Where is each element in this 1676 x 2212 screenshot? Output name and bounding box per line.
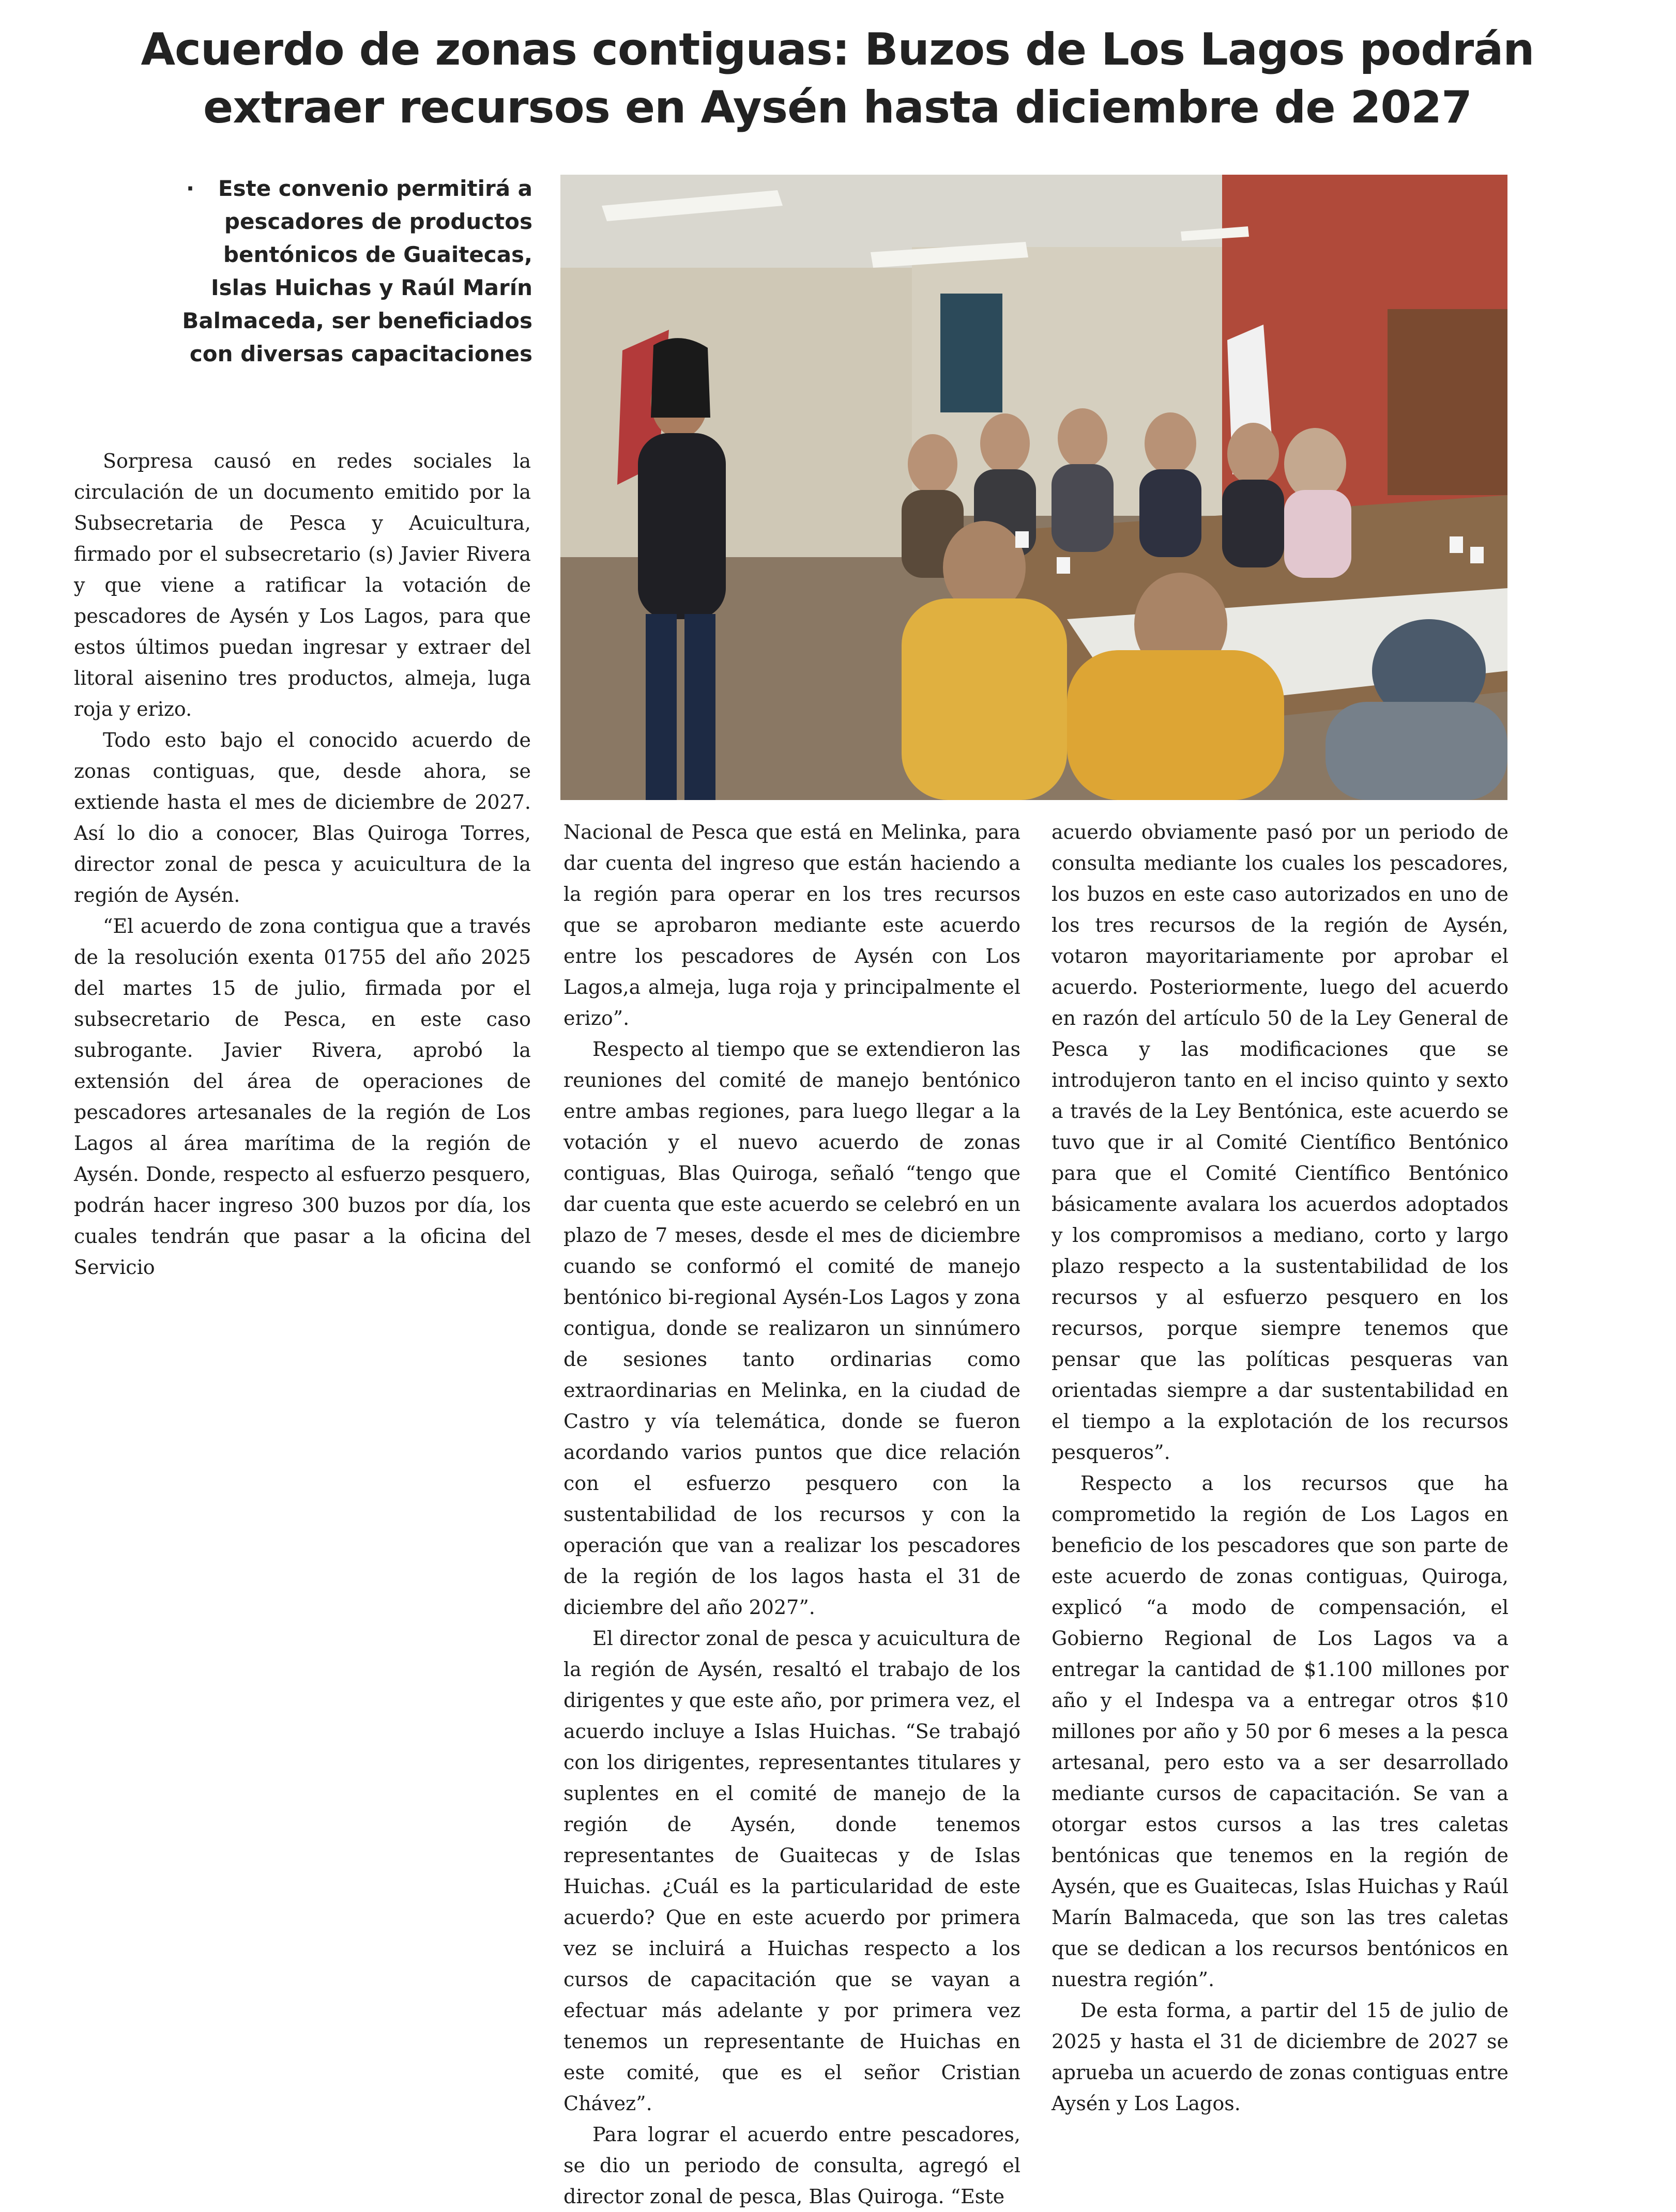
- paragraph: Sorpresa causó en redes sociales la circulación de un documento emitido por la Subsecretaria de Pesca y Acuicultura, firmado por el subsecretario (s) Javier Rivera y que viene a ratificar la votación de pescadores de Aysén y Los Lagos, para que estos últimos puedan ingresar y extraer del litoral aisenino tres productos, almeja, luga roja y erizo.: [74, 450, 531, 720]
- article-column-1: [74, 446, 531, 1283]
- paragraph: Todo esto bajo el conocido acuerdo de zonas contiguas, que, desde ahora, se extiende hasta el mes de diciembre de 2027. Así lo dio a conocer, Blas Quiroga Torres, director zonal de pesca y acuicultura de la región de Aysén.: [74, 729, 531, 907]
- paragraph: Respecto a los recursos que ha comprometido la región de Los Lagos en beneficio de los pescadores que son parte de este acuerdo de zonas contiguas, Quiroga, explicó “a modo de compensación, el Gobierno Regional de Los Lagos va a entregar la cantidad de $1.100 millones por año y el Indespa va a entregar otros $10 millones por año y 50 por 6 meses a la pesca artesanal, pero esto va a ser desarrollado mediante cursos de capacitación. Se van a otorgar estos cursos a las tres caletas bentónicas que tenemos en la región de Aysén, que es Guaitecas, Islas Huichas y Raúl Marín Balmaceda, que son las tres caletas que se dedican a los recursos bentónicos en nuestra región”.: [1052, 1472, 1509, 1991]
- paragraph: acuerdo obviamente pasó por un periodo de consulta mediante los cuales los pescadores, los buzos en este caso autorizados en uno de los tres recursos de la región de Aysén, votaron mayoritariamente por aprobar el acuerdo. Posteriormente, luego del acuerdo en razón del artículo 50 de la Ley General de Pesca y las modificaciones que se introdujeron tanto en el inciso quinto y sexto a través de la Ley Bentónica, este acuerdo se tuvo que ir al Comité Científico Bentónico para que el Comité Científico Bentónico básicamente avalara los acuerdos adoptados y los compromisos a mediano, corto y largo plazo respecto a la sustentabilidad de los recursos y al esfuerzo pesquero en los recursos, porque siempre tenemos que pensar que las políticas pesqueras van orientadas siempre a dar sustentabilidad en el tiempo a la explotación de los recursos pesqueros”.: [1052, 821, 1509, 1464]
- meeting-photo: [560, 175, 1507, 800]
- bullet-marker: ·: [186, 176, 194, 201]
- paragraph: Nacional de Pesca que está en Melinka, para dar cuenta del ingreso que están haciendo a la región para operar en los tres recursos que se aprobaron mediante este acuerdo entre los pescadores de Aysén con Los Lagos,a almeja, luga roja y principalmente el erizo”.: [563, 821, 1020, 1030]
- paragraph: Para lograr el acuerdo entre pescadores, se dio un periodo de consulta, agregó el director zonal de pesca, Blas Quiroga. “Este: [563, 2123, 1020, 2208]
- article-column-2: [563, 817, 1020, 2212]
- paragraph: “El acuerdo de zona contigua que a través de la resolución exenta 01755 del año 2025 del martes 15 de julio, firmada por el subsecretario de Pesca, en este caso subrogante. Javier Rivera, aprobó la extensión del área de operaciones de pescadores artesanales de la región de Los Lagos al área marítima de la región de Aysén. Donde, respecto al esfuerzo pesquero, podrán hacer ingreso 300 buzos por día, los cuales tendrán que pasar a la oficina del Servicio: [74, 915, 531, 1279]
- paragraph: El director zonal de pesca y acuicultura de la región de Aysén, resaltó el trabajo de los dirigentes y que este año, por primera vez, el acuerdo incluye a Islas Huichas. “Se trabajó con los dirigentes, representantes titulares y suplentes en el comité de manejo de la región de Aysén, donde tenemos representantes de Guaitecas y de Islas Huichas. ¿Cuál es la particularidad de este acuerdo? Que en este acuerdo por primera vez se incluirá a Huichas respecto a los cursos de capacitación que se vayan a efectuar más adelante y por primera vez tenemos un representante de Huichas en este comité, que es el señor Cristian Chávez”.: [563, 1627, 1020, 2115]
- article-headline: [62, 21, 1613, 136]
- headline-line-2: extraer recursos en Aysén hasta diciembre de 2027: [203, 82, 1472, 133]
- lede-text: Este convenio permitirá a pescadores de productos bentónicos de Guaitecas, Islas Huichas y Raúl Marín Balmaceda, ser beneficiados con diversas capacitaciones: [182, 176, 532, 366]
- article-lede: [176, 172, 532, 371]
- headline-line-1: Acuerdo de zonas contiguas: Buzos de Los Lagos podrán: [141, 24, 1534, 75]
- paragraph: De esta forma, a partir del 15 de julio de 2025 y hasta el 31 de diciembre de 2027 se aprueba un acuerdo de zonas contiguas entre Aysén y Los Lagos.: [1052, 1999, 1509, 2115]
- paragraph: Respecto al tiempo que se extendieron las reuniones del comité de manejo bentónico entre ambas regiones, para luego llegar a la votación y el nuevo acuerdo de zonas contiguas, Blas Quiroga, señaló “tengo que dar cuenta que este acuerdo se celebró en un plazo de 7 meses, desde el mes de diciembre cuando se conformó el comité de manejo bentónico bi-regional Aysén-Los Lagos y zona contigua, donde se realizaron un sinnúmero de sesiones tanto ordinarias como extraordinarias en Melinka, en la ciudad de Castro y vía telemática, donde se fueron acordando varios puntos que dice relación con el esfuerzo pesquero con la sustentabilidad de los recursos y con la operación que van a realizar los pescadores de la región de los lagos hasta el 31 de diciembre del año 2027”.: [563, 1038, 1020, 1619]
- article-column-3: [1052, 817, 1509, 2119]
